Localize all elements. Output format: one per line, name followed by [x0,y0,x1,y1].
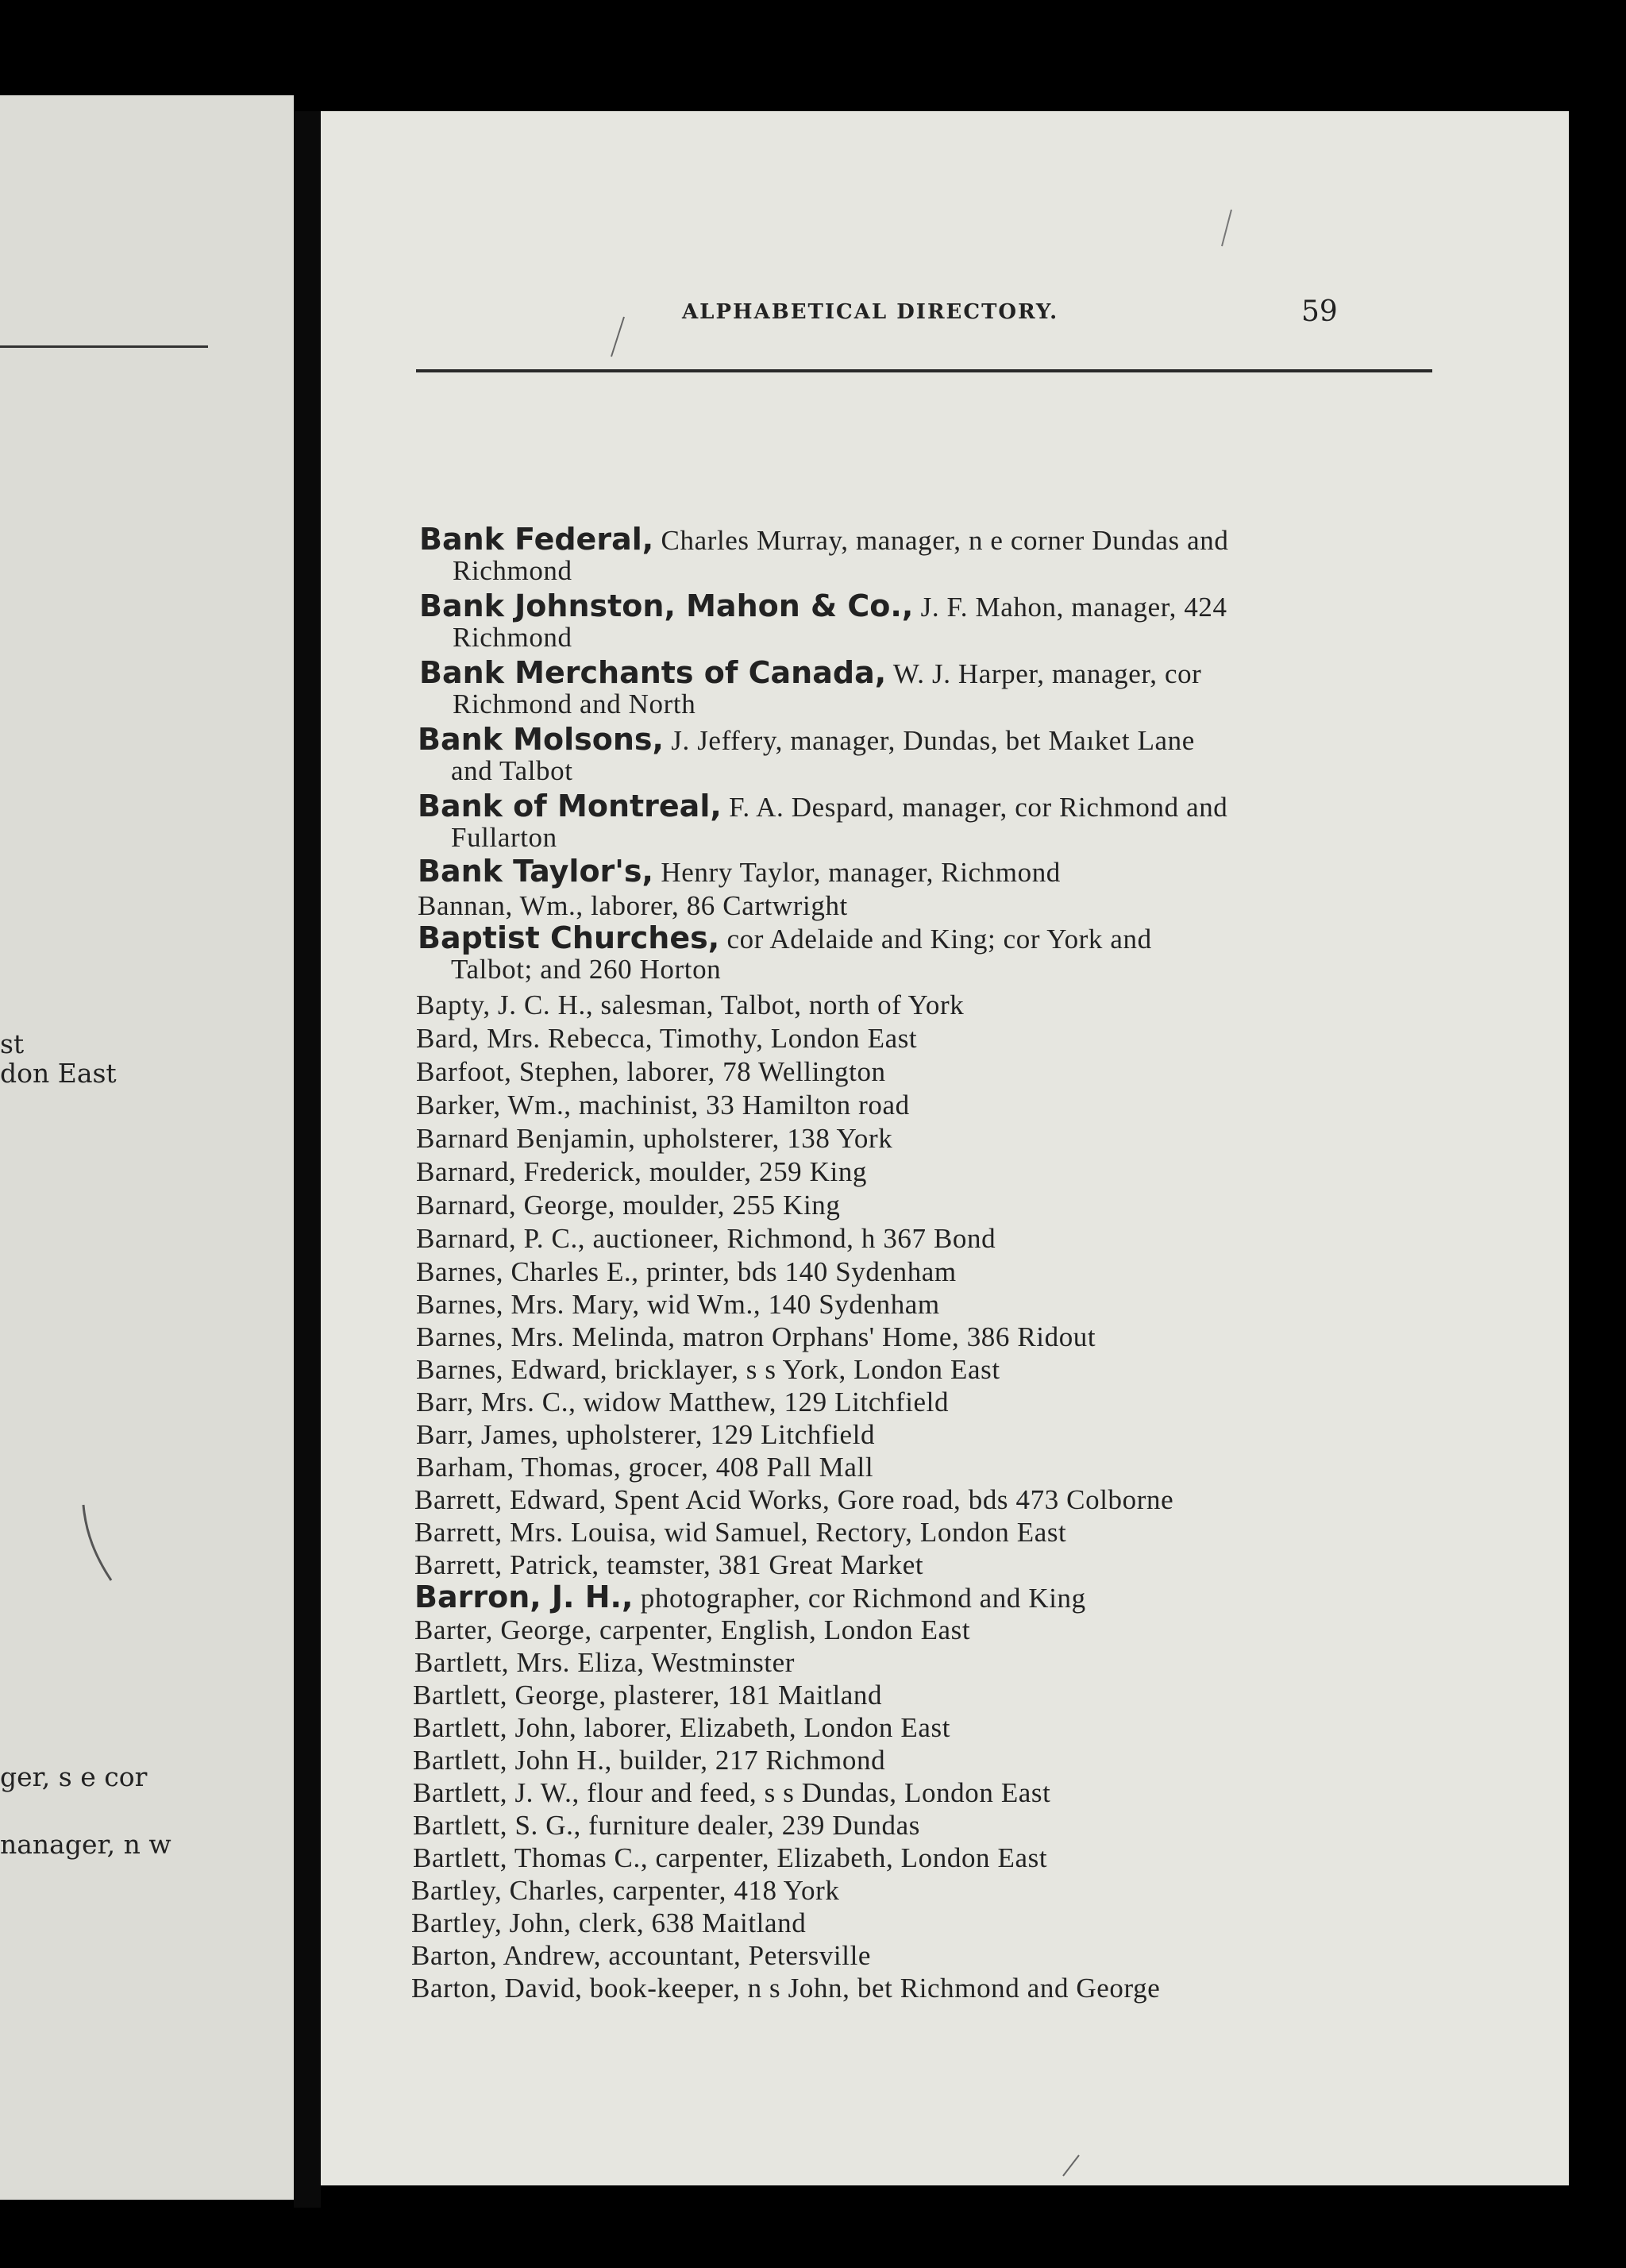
header-rule [416,369,1432,372]
directory-entry [416,1224,1385,1254]
directory-entry [411,1908,1380,1938]
entry-details: Bartley, John, clerk, 638 Maitland [411,1907,807,1938]
entry-details: Henry Taylor, manager, Richmond [653,857,1061,888]
entry-details: Barker, Wm., machinist, 33 Hamilton road [416,1090,910,1120]
entry-name: Bank Merchants of Canada, [419,655,887,690]
entry-continuation: and Talbot [451,755,573,786]
previous-page-rule [0,345,208,348]
entry-details: Barnard, George, moulder, 255 King [416,1190,841,1221]
directory-entry [418,891,1386,921]
entry-details: Barton, Andrew, accountant, Petersville [411,1940,872,1971]
entry-name: Bank Johnston, Mahon & Co., [419,588,914,623]
previous-page-text: ger, s e cor [0,1761,148,1792]
directory-entry [416,1024,1385,1054]
entry-details: Bartlett, John, laborer, Elizabeth, London East [413,1712,951,1743]
entry-details: J. F. Mahon, manager, 424 [913,592,1227,623]
entry-details: Barrett, Edward, Spent Acid Works, Gore road, bds 473 Colborne [414,1484,1174,1515]
directory-entry [416,1157,1385,1187]
directory-entry [411,1941,1380,1971]
previous-page-text: st [0,1028,25,1059]
directory-entry [414,1648,1383,1678]
entry-continuation: Richmond and North [453,688,696,719]
pencil-mark-icon [1055,2152,1087,2184]
directory-entry [414,1550,1383,1580]
directory-entry [416,1355,1385,1385]
previous-page-fragment [0,95,294,2200]
entry-details: Barnes, Charles E., printer, bds 140 Sydenham [416,1256,957,1287]
entry-details: Barrett, Mrs. Louisa, wid Samuel, Rectory, London East [414,1517,1067,1548]
directory-entry [418,724,1434,786]
entry-continuation: Fullarton [451,822,557,853]
entry-details: Barnard, P. C., auctioneer, Richmond, h 367 Bond [416,1223,996,1254]
directory-entry [418,791,1434,853]
directory-entry [416,1090,1385,1120]
entry-details: Barton, David, book-keeper, n s John, bet Richmond and George [411,1973,1161,2004]
pencil-mark-icon [79,1501,119,1588]
directory-entry [418,920,1434,985]
directory-entry [413,1778,1381,1808]
directory-entry [413,1713,1381,1743]
directory-entry [416,1124,1385,1154]
page-title: ALPHABETICAL DIRECTORY. [682,300,1059,324]
entry-details: Barnes, Mrs. Melinda, matron Orphans' Home, 386 Ridout [416,1321,1096,1352]
directory-entry [416,1190,1385,1221]
entry-details: Barham, Thomas, grocer, 408 Pall Mall [416,1452,874,1483]
entry-name: Baptist Churches, [418,920,720,955]
directory-entry [413,1745,1381,1776]
running-head [321,295,1569,340]
entry-continuation: Richmond [453,622,572,653]
entry-details: Bartlett, Thomas C., carpenter, Elizabeth, London East [413,1842,1048,1873]
entry-details: Charles Murray, manager, n e corner Dundas and [653,525,1229,556]
directory-entry [414,1518,1383,1548]
entry-details: Bartley, Charles, carpenter, 418 York [411,1875,840,1906]
entry-name: Barron, J. H., [414,1580,634,1614]
entry-details: Bartlett, Mrs. Eliza, Westminster [414,1647,796,1678]
entry-name: Bank Molsons, [418,722,664,757]
entry-details: Bard, Mrs. Rebecca, Timothy, London East [416,1023,918,1054]
entry-details: Bannan, Wm., laborer, 86 Cartwright [418,890,848,921]
entry-details: Bapty, J. C. H., salesman, Talbot, north of York [416,989,965,1020]
page-number: 59 [1301,295,1338,328]
directory-entry [416,1420,1385,1450]
page-gutter [294,111,321,2208]
entry-name: Bank Federal, [419,522,654,557]
entry-details: Barr, Mrs. C., widow Matthew, 129 Litchfield [416,1387,950,1418]
directory-entry [413,1811,1381,1841]
entry-name: Bank of Montreal, [418,789,722,824]
entry-details: Bartlett, S. G., furniture dealer, 239 Dundas [413,1810,920,1841]
entry-details: Barfoot, Stephen, laborer, 78 Wellington [416,1056,886,1087]
directory-entry [419,588,1435,653]
entry-details: W. J. Harper, manager, cor [886,658,1202,689]
entry-details: Barr, James, upholsterer, 129 Litchfield [416,1419,876,1450]
entry-details: F. A. Despard, manager, cor Richmond and [721,792,1228,823]
entry-details: Barnes, Mrs. Mary, wid Wm., 140 Sydenham [416,1289,940,1320]
directory-entry [416,1057,1385,1087]
directory-page [321,111,1569,2185]
pencil-mark-icon [607,314,630,361]
directory-entry [413,1680,1381,1711]
entry-name: Bank Taylor's, [418,854,653,889]
directory-entry [416,990,1385,1020]
previous-page-text: don East [0,1058,117,1089]
directory-entry [418,856,1434,888]
directory-entry [416,1452,1385,1483]
entry-details: Bartlett, John H., builder, 217 Richmond [413,1745,886,1776]
entry-details: Bartlett, J. W., flour and feed, s s Dundas, London East [413,1777,1051,1808]
entry-details: cor Adelaide and King; cor York and [719,924,1152,955]
directory-entry [414,1485,1431,1515]
entry-continuation: Richmond [453,555,572,586]
entry-details: Barnes, Edward, bricklayer, s s York, London East [416,1354,1000,1385]
directory-entry [411,1876,1380,1906]
entry-details: Barrett, Patrick, teamster, 381 Great Market [414,1549,924,1580]
entry-details: Bartlett, George, plasterer, 181 Maitland [413,1680,883,1711]
entry-continuation: Talbot; and 260 Horton [451,954,722,985]
entry-details: photographer, cor Richmond and King [633,1583,1086,1614]
directory-entry [416,1387,1385,1418]
directory-entry [413,1843,1381,1873]
directory-entry [414,1615,1383,1645]
entry-details: J. Jeffery, manager, Dundas, bet Maıket Lane [663,725,1195,756]
directory-entry [419,655,1435,719]
entry-details: Barnard, Frederick, moulder, 259 King [416,1156,868,1187]
directory-entry [419,524,1435,586]
directory-entry [414,1582,1383,1614]
directory-entry [416,1257,1385,1287]
directory-entry [416,1290,1385,1320]
directory-entry [416,1322,1385,1352]
entry-details: Barnard Benjamin, upholsterer, 138 York [416,1123,893,1154]
previous-page-text: nanager, n w [0,1829,171,1860]
pencil-mark-icon [1214,206,1238,254]
entry-details: Barter, George, carpenter, English, London East [414,1614,971,1645]
directory-entry [411,1973,1380,2004]
